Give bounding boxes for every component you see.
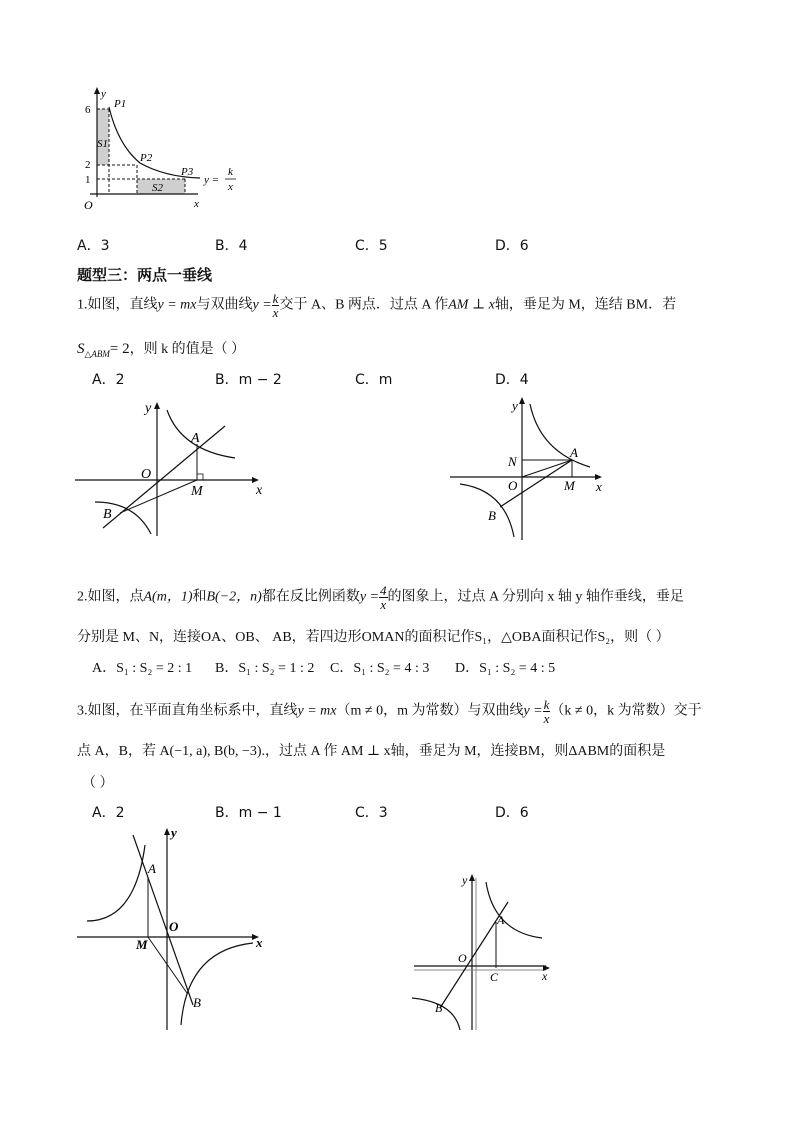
point-p1-label: P1: [114, 98, 127, 110]
top-figure: [70, 85, 250, 215]
q3l-m-label: M: [136, 937, 148, 952]
q2-text-c: 都在反比例函数: [261, 589, 360, 605]
point-p3-label: P3: [181, 166, 194, 178]
q1r-m-label: M: [564, 478, 575, 493]
point-p2-label: P2: [140, 152, 153, 164]
q3-frac-den: x: [543, 711, 550, 726]
q2-text-a: 2.如图，点: [77, 589, 144, 605]
q2-option-c: C．S₁ : S₂ = 4 : 3: [330, 661, 430, 676]
q3l-a-label: A: [148, 861, 156, 876]
top-option-b: B．4: [215, 238, 248, 254]
q1r-x-label: x: [596, 479, 602, 494]
area-s1-shade: [97, 109, 109, 165]
q3r-c-label: C: [490, 970, 499, 984]
q1-frac-num: k: [272, 291, 279, 306]
q1-area-sub: △ABM: [84, 349, 110, 359]
q3r-y-label: y: [462, 873, 468, 887]
q1r-n-label: N: [508, 454, 517, 469]
q2-point-a: A(m，1): [143, 589, 193, 605]
q1r-a-label: A: [570, 445, 578, 460]
q1-text-a: 1.如图，直线: [77, 297, 158, 313]
q2-line1: [77, 584, 684, 611]
q3r-b-label: B: [435, 1001, 443, 1015]
top-option-c: C．5: [355, 238, 388, 254]
q1-frac-den: x: [272, 305, 279, 320]
q2-fraction: [379, 584, 388, 611]
q1l-m-label: M: [191, 484, 203, 499]
q1-area-eq: = 2: [109, 341, 130, 357]
q3-figure-left: [75, 825, 275, 1035]
q1-option-d: D．4: [495, 372, 529, 388]
q3-line3: （ ）: [82, 776, 114, 791]
q3-line1: [77, 698, 702, 725]
q3-frac-num: k: [543, 697, 550, 712]
q3-line2: 点 A，B，若 A(−1, a), B(b, −3).，过点 A 作 AM ⊥ x轴，垂足为 M，连接BM，则ΔABM的面积是: [77, 744, 666, 759]
tick-2: 2: [85, 159, 91, 171]
curve-label-den: x: [228, 181, 233, 193]
section-title: 题型三：两点一垂线: [77, 266, 213, 284]
q1r-y-label: y: [512, 398, 518, 413]
q1-figure-right: [450, 392, 620, 542]
q1l-x-label: x: [256, 483, 263, 498]
q2-option-a: A．S₁ : S₂ = 2 : 1: [92, 661, 193, 676]
q3l-b-label: B: [193, 995, 201, 1010]
area-s2-label: S2: [152, 182, 163, 194]
top-origin-label: O: [84, 198, 93, 212]
q3-option-d: D．6: [495, 805, 529, 821]
q3-figure-right: [410, 872, 560, 1032]
tick-6: 6: [85, 104, 91, 116]
q3l-x-label: x: [256, 935, 263, 950]
q1-line-eq: y = mx: [157, 297, 197, 313]
q3l-o-label: O: [169, 919, 179, 934]
q3r-x-label: x: [542, 969, 548, 983]
q1r-o-label: O: [508, 478, 518, 493]
q3l-y-label: y: [171, 825, 177, 840]
q2-frac-den: x: [380, 597, 387, 612]
q1-text-ask: ，则 k 的值是（ ）: [129, 342, 246, 357]
q1-option-a: A．2: [92, 372, 125, 388]
area-s1-label: S1: [97, 138, 108, 150]
q1-text-d: 交于 A、B 两点．过点 A 作: [279, 297, 449, 313]
q3-text-d: （k ≠ 0，k 为常数）交于: [550, 703, 702, 719]
q1-line2: [77, 338, 245, 360]
q3r-a-label: A: [497, 913, 505, 927]
q1-option-c: C．m: [355, 372, 393, 388]
tick-1: 1: [85, 174, 91, 186]
q2-line2: 分别是 M、N，连接OA、OB、 AB，若四边形OMAN的面积记作S₁，△OBA面积记作S₂，则（ ）: [77, 630, 670, 645]
q2-option-b: B．S₁ : S₂ = 1 : 2: [215, 661, 315, 676]
q1-text-f: 轴，垂足为 M，连结 BM．若: [494, 297, 677, 313]
q3-line-eq: y = mx: [297, 703, 337, 719]
top-option-a: A．3: [77, 238, 110, 254]
q1-figure-left: [75, 398, 275, 538]
q2-text-e: 的图象上，过点 A 分别向 x 轴 y 轴作垂线，垂足: [387, 589, 684, 605]
q2-option-d: D．S₁ : S₂ = 4 : 5: [455, 661, 556, 676]
q3-text-a: 3.如图，在平面直角坐标系中，直线: [77, 703, 298, 719]
q3-hyperbola-lhs: y =: [523, 703, 543, 719]
q1-area-s: S: [77, 341, 85, 357]
q2-point-b: B(−2，n): [206, 589, 262, 605]
q1-hyperbola-lhs: y =: [252, 297, 272, 313]
curve-label-prefix: y =: [204, 174, 220, 186]
curve-label-num: k: [228, 166, 233, 178]
q3-text-b: （m ≠ 0，m 为常数）与双曲线: [336, 703, 524, 719]
q1-option-b: B．m − 2: [215, 372, 282, 388]
top-x-label: x: [194, 198, 199, 210]
q3r-o-label: O: [458, 951, 467, 965]
q2-text-b: 和: [192, 589, 207, 605]
q1l-a-label: A: [191, 431, 200, 446]
q3-option-c: C．3: [355, 805, 388, 821]
q2-frac-num: 4: [380, 583, 387, 598]
q1-text-b: 与双曲线: [196, 297, 253, 313]
q3-option-a: A．2: [92, 805, 125, 821]
top-option-d: D．6: [495, 238, 529, 254]
q1-perp: AM ⊥ x: [448, 297, 495, 313]
q1l-b-label: B: [103, 507, 112, 522]
q1l-y-label: y: [145, 401, 152, 416]
q1r-b-label: B: [488, 508, 496, 523]
q1-line1: [77, 292, 676, 319]
q3-option-b: B．m − 1: [215, 805, 282, 821]
q1l-o-label: O: [141, 467, 152, 482]
q2-func-lhs: y =: [359, 589, 379, 605]
top-y-label: y: [101, 88, 106, 100]
